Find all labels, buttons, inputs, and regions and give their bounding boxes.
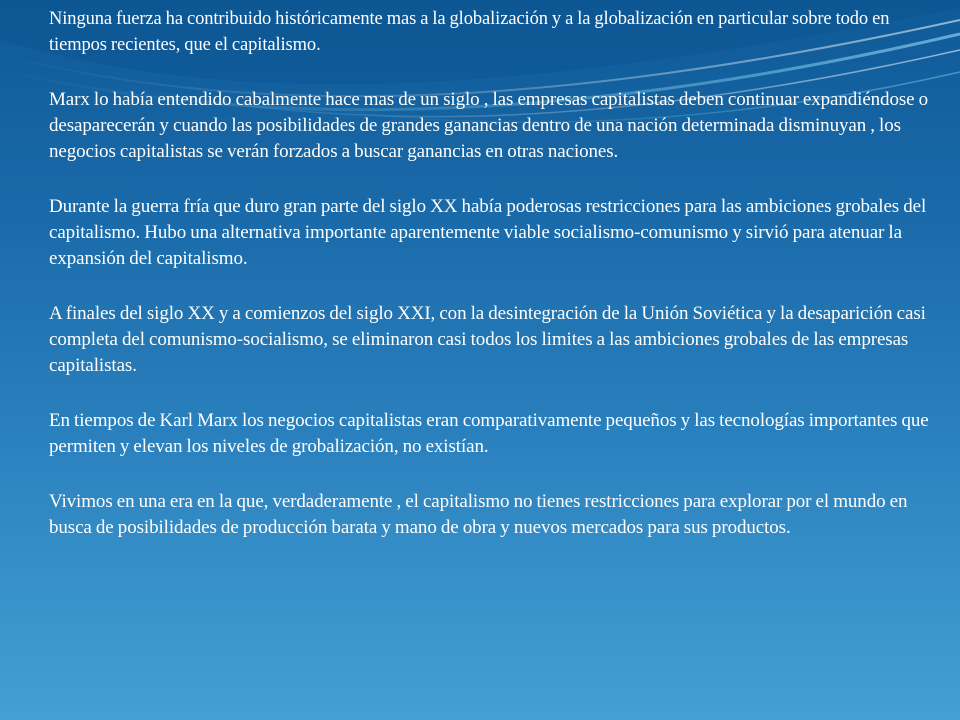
text-body (49, 6, 939, 570)
paragraph-cold-war: Durante la guerra fría que duro gran parte del siglo XX había poderosas restricciones para las ambiciones grobales del capitalismo. Hubo una alternativa importante aparentemente viable socialismo-comunismo y sirvió para atenuar la expansión del capitalismo. (49, 196, 927, 269)
paragraph-late-twentieth-century: A finales del siglo XX y a comienzos del siglo XXI, con la desintegración de la Unión Soviética y la desaparición casi completa del comunismo-socialismo, se eliminaron casi todos los limites a las ambiciones grobales de las empresas capitalistas. (49, 303, 926, 376)
paragraph-marx: Marx lo había entendido cabalmente hace mas de un siglo , las empresas capitalistas deben continuar expandiéndose o desaparecerán y cuando las posibilidades de grandes ganancias dentro de una nación determinada disminuyan , los negocios capitalistas se verán forzados a buscar ganancias en otras naciones. (49, 89, 929, 162)
paragraph-globalization: Ninguna fuerza ha contribuido históricamente mas a la globalización y a la globalización en particular sobre todo en tiempos recientes, que el capitalismo. (49, 9, 890, 55)
paragraph-karl-marx-era: En tiempos de Karl Marx los negocios capitalistas eran comparativamente pequeños y las tecnologías importantes que permiten y elevan los niveles de grobalización, no existían. (49, 410, 929, 457)
paragraph-current-era: Vivimos en una era en la que, verdaderamente , el capitalismo no tienes restricciones para explorar por el mundo en busca de posibilidades de producción barata y mano de obra y nuevos mercados para sus productos. (49, 491, 908, 538)
